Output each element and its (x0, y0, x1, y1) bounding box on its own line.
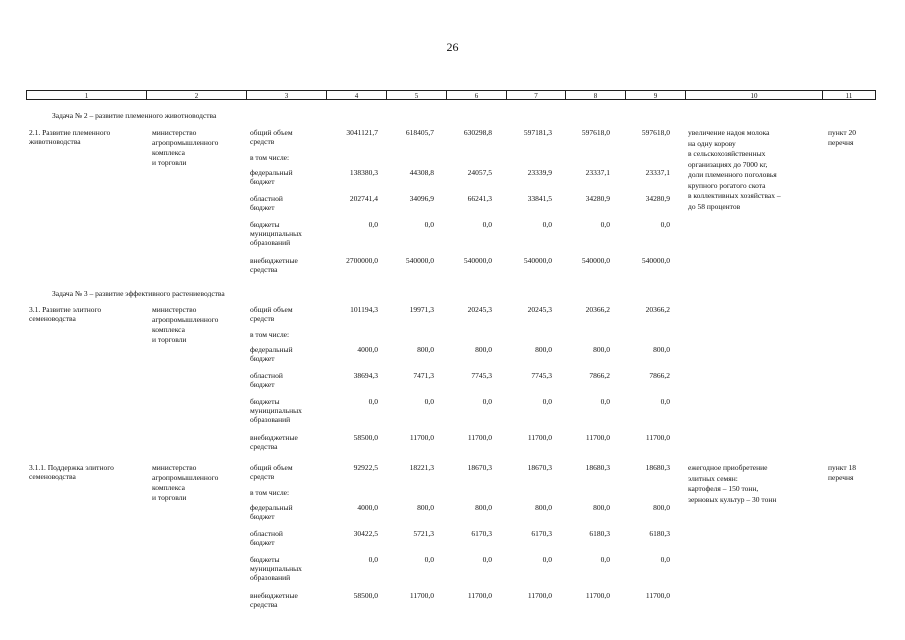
executor-name: и торговли (152, 335, 187, 344)
funding-value: 597181,3 (523, 128, 552, 137)
funding-value: 800,0 (417, 345, 434, 354)
funding-value: 0,0 (660, 397, 670, 406)
funding-value: 11700,0 (409, 591, 434, 600)
funding-value: 11700,0 (645, 591, 670, 600)
funding-value: 23337,1 (645, 168, 670, 177)
funding-source-label: бюджет (250, 538, 275, 547)
funding-value: 138380,3 (349, 168, 378, 177)
executor-name: и торговли (152, 493, 187, 502)
target-indicator: картофеля – 150 тонн, (688, 484, 759, 493)
funding-value: 11700,0 (467, 433, 492, 442)
funding-value: 11700,0 (467, 591, 492, 600)
column-header-3: 3 (246, 90, 326, 100)
funding-source-label: внебюджетные (250, 433, 298, 442)
target-indicator: зерновых культур – 30 тонн (688, 494, 777, 504)
column-header-9: 9 (625, 90, 685, 100)
measure-name: животноводства (29, 137, 81, 146)
funding-value: 0,0 (600, 555, 610, 564)
funding-source-label: общий объем (250, 305, 293, 314)
funding-source-label: областной (250, 529, 283, 538)
funding-source-label: в том числе: (250, 488, 290, 497)
funding-source-label: средства (250, 600, 278, 609)
funding-value: 6180,3 (589, 529, 610, 538)
funding-value: 7866,2 (649, 371, 670, 380)
funding-source-label: внебюджетные (250, 591, 298, 600)
funding-source-label: в том числе: (250, 153, 290, 162)
funding-source-label: общий объем (250, 128, 293, 137)
column-header-11: 11 (822, 90, 876, 100)
funding-source-label: образований (250, 573, 291, 582)
funding-value: 7745,3 (471, 371, 492, 380)
measure-name: семеноводства (29, 472, 76, 481)
funding-value: 0,0 (660, 555, 670, 564)
task-heading: Задача № 3 – развитие эффективного растениеводства (52, 289, 225, 298)
funding-value: 30422,5 (353, 529, 378, 538)
funding-value: 618405,7 (405, 128, 434, 137)
executor-name: агропромышленного (152, 138, 219, 147)
funding-value: 0,0 (542, 555, 552, 564)
funding-value: 0,0 (368, 220, 378, 229)
target-indicator: в сельскохозяйственных (688, 149, 766, 158)
funding-value: 33841,5 (527, 194, 552, 203)
funding-value: 4000,0 (357, 345, 378, 354)
funding-value: 0,0 (660, 220, 670, 229)
page-number: 26 (446, 40, 459, 54)
funding-value: 202741,4 (349, 194, 378, 203)
funding-value: 0,0 (542, 397, 552, 406)
executor-name: агропромышленного (152, 315, 219, 324)
funding-value: 540000,0 (523, 256, 552, 265)
funding-value: 800,0 (475, 345, 492, 354)
funding-value: 23339,9 (527, 168, 552, 177)
funding-value: 800,0 (535, 503, 552, 512)
executor-name: агропромышленного (152, 473, 219, 482)
funding-value: 20366,2 (585, 305, 610, 314)
list-reference: перечня (828, 138, 854, 147)
funding-value: 6170,3 (531, 529, 552, 538)
funding-value: 540000,0 (581, 256, 610, 265)
funding-source-label: бюджеты (250, 220, 280, 229)
funding-value: 3041121,7 (346, 128, 378, 137)
funding-value: 0,0 (600, 397, 610, 406)
executor-name: комплекса (152, 483, 185, 492)
target-indicator: в коллективных хозяйствах – (688, 191, 781, 200)
funding-value: 11700,0 (645, 433, 670, 442)
task-heading: Задача № 2 – развитие племенного животноводства (52, 111, 217, 120)
funding-value: 23337,1 (585, 168, 610, 177)
funding-source-label: муниципальных (250, 229, 302, 238)
funding-value: 5721,3 (413, 529, 434, 538)
funding-value: 11700,0 (527, 591, 552, 600)
funding-value: 34096,9 (409, 194, 434, 203)
target-indicator: увеличение надоя молока (688, 128, 770, 137)
funding-value: 800,0 (593, 345, 610, 354)
list-reference: перечня (828, 473, 854, 482)
funding-value: 18680,3 (645, 463, 670, 472)
funding-value: 18670,3 (527, 463, 552, 472)
funding-value: 7866,2 (589, 371, 610, 380)
executor-name: и торговли (152, 158, 187, 167)
funding-value: 18680,3 (585, 463, 610, 472)
funding-value: 4000,0 (357, 503, 378, 512)
column-header-5: 5 (386, 90, 446, 100)
funding-value: 0,0 (600, 220, 610, 229)
funding-value: 630298,8 (463, 128, 492, 137)
executor-name: министерство (152, 128, 197, 137)
funding-value: 0,0 (424, 397, 434, 406)
column-header-2: 2 (146, 90, 246, 100)
target-indicator: крупного рогатого скота (688, 180, 766, 190)
funding-value: 540000,0 (463, 256, 492, 265)
target-indicator: ежегодное приобретение (688, 463, 768, 472)
funding-source-label: средств (250, 137, 275, 146)
funding-value: 92922,5 (353, 463, 378, 472)
funding-source-label: федеральный (250, 168, 293, 177)
funding-value: 58500,0 (353, 591, 378, 600)
funding-source-label: муниципальных (250, 406, 302, 415)
measure-name: 3.1.1. Поддержка элитного (29, 463, 114, 472)
funding-source-label: в том числе: (250, 330, 290, 339)
funding-source-label: бюджет (250, 354, 275, 363)
measure-name: 3.1. Развитие элитного (29, 305, 102, 314)
measure-name: семеноводства (29, 314, 76, 323)
column-header-10: 10 (685, 90, 822, 100)
funding-value: 597618,0 (581, 128, 610, 137)
funding-source-label: муниципальных (250, 564, 302, 573)
funding-value: 11700,0 (585, 433, 610, 442)
target-indicator: на одну корову (688, 138, 736, 148)
funding-value: 0,0 (424, 555, 434, 564)
executor-name: комплекса (152, 325, 185, 334)
funding-value: 800,0 (417, 503, 434, 512)
funding-value: 18221,3 (409, 463, 434, 472)
funding-value: 800,0 (475, 503, 492, 512)
funding-source-label: средств (250, 472, 275, 481)
target-indicator: элитных семян: (688, 473, 738, 483)
funding-source-label: бюджет (250, 203, 275, 212)
funding-value: 0,0 (482, 220, 492, 229)
column-header-8: 8 (565, 90, 625, 100)
funding-value: 0,0 (482, 555, 492, 564)
funding-value: 800,0 (535, 345, 552, 354)
funding-value: 101194,3 (350, 305, 378, 314)
funding-value: 20366,2 (645, 305, 670, 314)
funding-value: 0,0 (368, 555, 378, 564)
funding-source-label: образований (250, 238, 291, 247)
funding-source-label: средства (250, 265, 278, 274)
funding-value: 34280,9 (645, 194, 670, 203)
column-header-4: 4 (326, 90, 386, 100)
column-header-1: 1 (26, 90, 146, 100)
funding-value: 18670,3 (467, 463, 492, 472)
funding-value: 11700,0 (527, 433, 552, 442)
funding-source-label: образований (250, 415, 291, 424)
funding-value: 0,0 (482, 397, 492, 406)
funding-value: 597618,0 (641, 128, 670, 137)
funding-value: 11700,0 (585, 591, 610, 600)
target-indicator: доли племенного поголовья (688, 170, 777, 179)
funding-value: 34280,9 (585, 194, 610, 203)
funding-source-label: бюджет (250, 512, 275, 521)
executor-name: министерство (152, 463, 197, 472)
funding-value: 24057,5 (467, 168, 492, 177)
column-header-7: 7 (506, 90, 565, 100)
funding-source-label: средства (250, 442, 278, 451)
funding-source-label: средств (250, 314, 275, 323)
funding-value: 20245,3 (527, 305, 552, 314)
funding-source-label: бюджет (250, 380, 275, 389)
funding-value: 6180,3 (649, 529, 670, 538)
funding-source-label: бюджеты (250, 397, 280, 406)
funding-value: 7471,3 (413, 371, 434, 380)
funding-value: 800,0 (593, 503, 610, 512)
funding-value: 66241,3 (467, 194, 492, 203)
funding-value: 44308,8 (409, 168, 434, 177)
funding-value: 540000,0 (641, 256, 670, 265)
list-reference: пункт 18 (828, 463, 856, 472)
funding-value: 58500,0 (353, 433, 378, 442)
funding-value: 38694,3 (353, 371, 378, 380)
funding-value: 540000,0 (405, 256, 434, 265)
funding-value: 11700,0 (409, 433, 434, 442)
funding-source-label: бюджеты (250, 555, 280, 564)
funding-source-label: областной (250, 194, 283, 203)
target-indicator: до 58 процентов (688, 201, 741, 211)
list-reference: пункт 20 (828, 128, 856, 137)
funding-value: 0,0 (542, 220, 552, 229)
funding-value: 2700000,0 (346, 256, 378, 265)
funding-value: 6170,3 (471, 529, 492, 538)
funding-value: 19971,3 (409, 305, 434, 314)
measure-name: 2.1. Развитие племенного (29, 128, 111, 137)
executor-name: комплекса (152, 148, 185, 157)
executor-name: министерство (152, 305, 197, 314)
funding-source-label: федеральный (250, 503, 293, 512)
target-indicator: организациях до 7000 кг, (688, 159, 768, 169)
funding-value: 0,0 (424, 220, 434, 229)
column-header-6: 6 (446, 90, 506, 100)
funding-value: 800,0 (653, 345, 670, 354)
funding-value: 20245,3 (467, 305, 492, 314)
funding-source-label: областной (250, 371, 283, 380)
funding-source-label: внебюджетные (250, 256, 298, 265)
funding-source-label: общий объем (250, 463, 293, 472)
funding-value: 0,0 (368, 397, 378, 406)
funding-value: 7745,3 (531, 371, 552, 380)
funding-source-label: федеральный (250, 345, 293, 354)
funding-value: 800,0 (653, 503, 670, 512)
funding-source-label: бюджет (250, 177, 275, 186)
